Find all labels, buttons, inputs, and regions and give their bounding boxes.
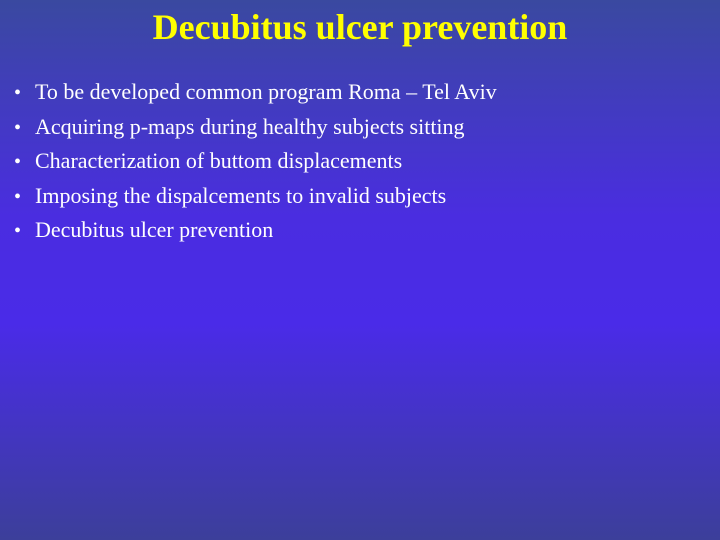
bullet-item xyxy=(14,147,497,182)
bullet-text: Acquiring p-maps during healthy subjects sitting xyxy=(35,113,465,139)
bullet-dot-icon: • xyxy=(14,116,22,139)
bullet-dot-icon: • xyxy=(14,220,22,242)
bullet-item xyxy=(14,182,497,217)
bullet-item xyxy=(14,216,497,251)
bullet-text: Imposing the dispalcements to invalid subjects xyxy=(35,182,447,208)
bullet-item xyxy=(14,78,497,113)
bullet-dot-icon: • xyxy=(14,82,22,104)
bullet-text: Decubitus ulcer prevention xyxy=(35,217,274,242)
slide-title: Decubitus ulcer prevention xyxy=(152,7,568,47)
bullet-item xyxy=(14,113,497,148)
bullet-text: Characterization of buttom displacements xyxy=(35,148,403,173)
bullet-list xyxy=(14,78,497,251)
bullet-dot-icon: • xyxy=(14,151,22,173)
bullet-text: To be developed common program Roma – Tel Aviv xyxy=(35,79,497,104)
bullet-dot-icon: • xyxy=(14,185,22,208)
